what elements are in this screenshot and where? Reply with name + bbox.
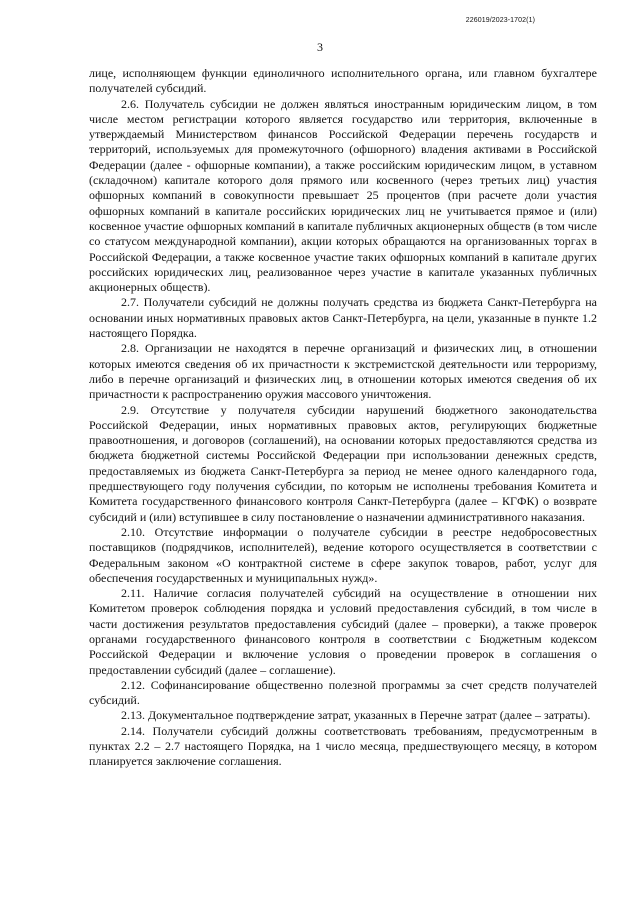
paragraph-2-8: 2.8. Организации не находятся в перечне организаций и физических лиц, в отношении которых имеются сведения об их причастности к экстремистской деятельности или терроризму, либо в перечне организаций и физических лиц, в отношении которых имеются сведения об их причастности к распространению оружия массового уничтожения. (89, 341, 597, 402)
paragraph-2-9: 2.9. Отсутствие у получателя субсидии нарушений бюджетного законодательства Российской Федерации, иных нормативных правовых актов, регулирующих бюджетные правоотношения, и договоров (соглашений), на основании которых предоставляются средства из бюджета бюджетной системы Российской Федерации при использовании денежных средств, предоставляемых из бюджета Санкт-Петербурга за период не менее одного календарного года, предшествующего году получения субсидии, по которым не исполнены требования Комитета и Комитета государственного финансового контроля Санкт-Петербурга (далее – КГФК) о возврате субсидий и (или) вступившее в силу постановление о назначении административного наказания. (89, 402, 597, 524)
paragraph-2-7: 2.7. Получатели субсидий не должны получать средства из бюджета Санкт-Петербурга на основании иных нормативных правовых актов Санкт-Петербурга, на цели, указанные в пункте 1.2 настоящего Порядка. (89, 295, 597, 341)
page-number: 3 (317, 40, 323, 54)
document-registration-number: 226019/2023-1702(1) (465, 17, 535, 24)
paragraph-2-14: 2.14. Получатели субсидий должны соответствовать требованиям, предусмотренным в пунктах 2.2 – 2.7 настоящего Порядка, на 1 число месяца, предшествующего месяцу, в котором планируется заключение соглашения. (89, 723, 597, 769)
paragraph-2-6: 2.6. Получатель субсидии не должен являться иностранным юридическим лицом, в том числе местом регистрации которого является государство или территория, включенные в утверждаемый Министерством финансов Российской Федерации перечень государств и территорий, используемых для промежуточного (офшорного) владения активами в Российской Федерации (далее - офшорные компании), а также российским юридическим лицом, в уставном (складочном) капитале которого доля прямого или косвенного (через третьих лиц) участия офшорных компаний в совокупности превышает 25 процентов (при расчете доли участия офшорных компаний в капитале российских юридических лиц не учитывается прямое и (или) косвенное участие офшорных компаний в капитале публичных акционерных обществ (в том числе со статусом международной компании), акции которых обращаются на организованных торгах в Российской Федерации, а также косвенное участие таких офшорных компаний в капитале других российских юридических лиц, реализованное через участие в капитале указанных публичных акционерных обществ). (89, 96, 597, 295)
paragraph-2-10: 2.10. Отсутствие информации о получателе субсидии в реестре недобросовестных поставщиков (подрядчиков, исполнителей), ведение которого осуществляется в соответствии с Федеральным законом «О контрактной системе в сфере закупок товаров, работ, услуг для обеспечения государственных и муниципальных нужд». (89, 524, 597, 585)
paragraph-2-11: 2.11. Наличие согласия получателей субсидий на осуществление в отношении них Комитетом проверок соблюдения порядка и условий предоставления субсидий, в том числе в части достижения результатов предоставления субсидий (далее – проверки), а также проверок органами государственного финансового контроля в соответствии с Бюджетным кодексом Российской Федерации и включение условия о проведении проверок в соглашения о предоставлении субсидий (далее – соглашение). (89, 586, 597, 677)
paragraph-2-13: 2.13. Документальное подтверждение затрат, указанных в Перечне затрат (далее – затраты). (121, 708, 591, 723)
document-body (89, 66, 597, 770)
paragraph-2-12: 2.12. Софинансирование общественно полезной программы за счет средств получателей субсидий. (89, 677, 597, 708)
paragraph-continuation: лице, исполняющем функции единоличного исполнительного органа, или главном бухгалтере получателей субсидий. (89, 66, 597, 96)
